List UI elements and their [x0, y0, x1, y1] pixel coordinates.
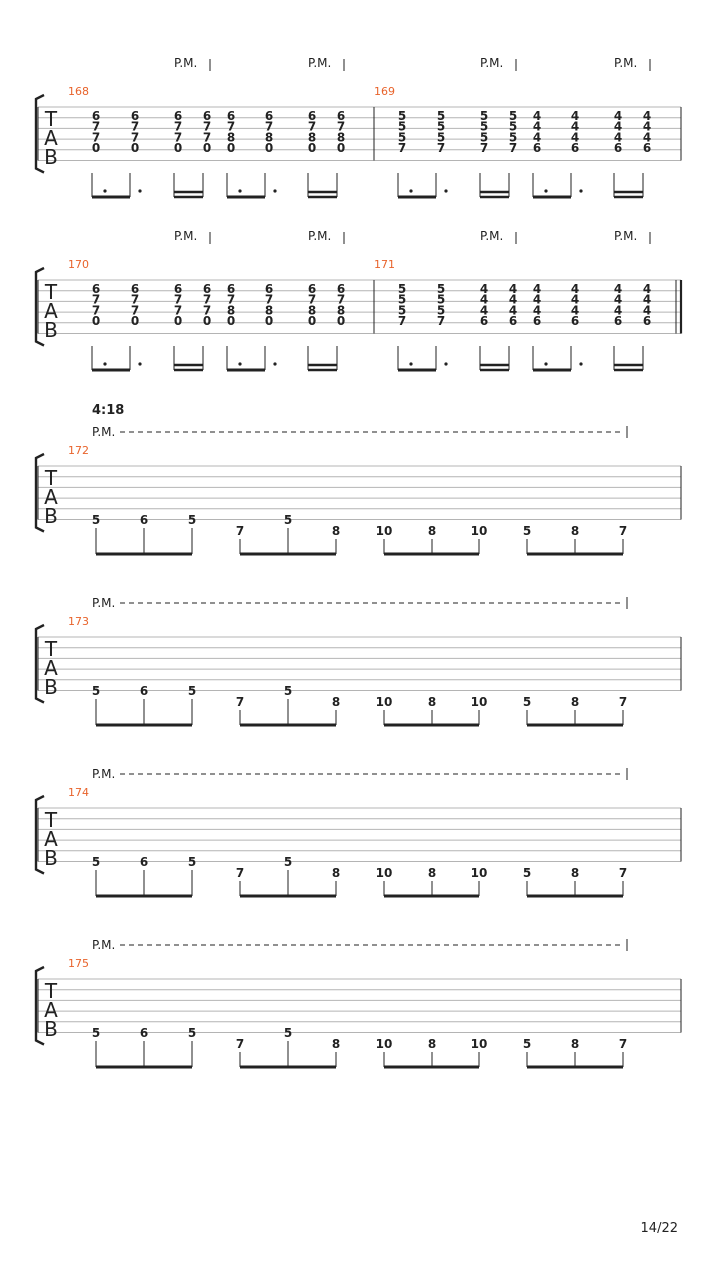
chord-fret-number: 6 [613, 141, 623, 156]
chord-fret-number: 8 [307, 130, 317, 145]
chord-fret-number: 4 [508, 292, 518, 307]
chord-fret-number: 0 [307, 141, 317, 156]
riff-fret-number: 5 [283, 684, 293, 698]
measure-number: 174 [68, 786, 89, 799]
chord-fret-number: 5 [397, 119, 407, 134]
chord-fret-number: 4 [570, 282, 580, 296]
chord-fret-number: 7 [130, 119, 140, 134]
chord-fret-number: 0 [173, 141, 183, 156]
chord-fret-number: 8 [226, 130, 236, 145]
chord-fret-number: 8 [264, 303, 274, 318]
chord-fret-number: 0 [336, 141, 346, 156]
chord-fret-number: 6 [336, 109, 346, 123]
riff-fret-number: 5 [187, 684, 197, 698]
chord-fret-number: 0 [130, 141, 140, 156]
chord-fret-number: 5 [436, 292, 446, 307]
chord-fret-number: 7 [173, 292, 183, 307]
riff-fret-number: 5 [522, 695, 532, 709]
chord-fret-number: 4 [532, 119, 542, 134]
riff-fret-number: 10 [375, 1037, 393, 1051]
measure-number: 170 [68, 258, 89, 271]
chord-fret-number: 7 [173, 130, 183, 145]
chord-fret-number: 6 [173, 109, 183, 123]
chord-fret-number: 8 [226, 303, 236, 318]
chord-fret-number: 4 [508, 303, 518, 318]
chord-fret-number: 4 [613, 282, 623, 296]
rhythm-dot [409, 189, 412, 192]
chord-fret-number: 5 [397, 303, 407, 318]
chord-fret-number: 6 [479, 314, 489, 329]
chord-fret-number: 7 [307, 292, 317, 307]
riff-fret-number: 8 [331, 1037, 341, 1051]
chord-fret-number: 0 [202, 314, 212, 329]
rhythm-dot [409, 362, 412, 365]
rhythm-dot [138, 189, 141, 192]
chord-fret-number: 5 [508, 130, 518, 145]
chord-fret-number: 7 [173, 303, 183, 318]
tab-clef-letter: T [44, 466, 58, 490]
chord-fret-number: 7 [264, 119, 274, 134]
tab-clef-letter: B [44, 504, 58, 528]
chord-fret-number: 0 [202, 141, 212, 156]
riff-fret-number: 7 [235, 866, 245, 880]
chord-fret-number: 4 [613, 303, 623, 318]
chord-fret-number: 6 [91, 282, 101, 296]
chord-fret-number: 7 [130, 303, 140, 318]
chord-fret-number: 5 [508, 109, 518, 123]
chord-fret-number: 8 [307, 303, 317, 318]
chord-fret-number: 0 [130, 314, 140, 329]
tab-clef-letter: T [44, 637, 58, 661]
chord-fret-number: 6 [264, 109, 274, 123]
rhythm-dot [579, 189, 582, 192]
chord-fret-number: 8 [336, 303, 346, 318]
chord-fret-number: 4 [642, 130, 652, 145]
riff-fret-number: 8 [427, 695, 437, 709]
tab-clef-letter: B [44, 675, 58, 699]
palm-mute-label: P.M. [614, 56, 638, 70]
measure-number: 172 [68, 444, 89, 457]
chord-fret-number: 7 [91, 119, 101, 134]
chord-fret-number: 6 [570, 314, 580, 329]
chord-fret-number: 4 [642, 292, 652, 307]
rhythm-dot [579, 362, 582, 365]
tab-clef-letter: T [44, 979, 58, 1003]
palm-mute-label: P.M. [92, 767, 116, 781]
tab-clef-letter: A [44, 998, 58, 1022]
riff-fret-number: 6 [139, 855, 149, 869]
chord-fret-number: 6 [173, 282, 183, 296]
rhythm-dot [273, 362, 276, 365]
riff-fret-number: 7 [618, 866, 628, 880]
riff-fret-number: 5 [522, 1037, 532, 1051]
riff-fret-number: 10 [470, 695, 488, 709]
tab-clef-letter: B [44, 318, 58, 342]
palm-mute-label: P.M. [92, 938, 116, 952]
palm-mute-label: P.M. [480, 229, 504, 243]
riff-fret-number: 5 [522, 866, 532, 880]
chord-fret-number: 6 [642, 141, 652, 156]
riff-fret-number: 5 [187, 855, 197, 869]
chord-fret-number: 7 [202, 292, 212, 307]
chord-fret-number: 4 [532, 303, 542, 318]
riff-fret-number: 10 [470, 524, 488, 538]
chord-fret-number: 5 [436, 109, 446, 123]
tab-clef-letter: B [44, 846, 58, 870]
riff-fret-number: 8 [331, 695, 341, 709]
chord-fret-number: 0 [91, 141, 101, 156]
riff-fret-number: 8 [427, 1037, 437, 1051]
chord-fret-number: 5 [397, 109, 407, 123]
tab-clef-letter: A [44, 656, 58, 680]
chord-fret-number: 4 [479, 282, 489, 296]
riff-fret-number: 5 [91, 684, 101, 698]
riff-fret-number: 5 [187, 513, 197, 527]
chord-fret-number: 6 [532, 141, 542, 156]
measure-number: 171 [374, 258, 395, 271]
chord-fret-number: 7 [397, 314, 407, 329]
riff-fret-number: 7 [235, 1037, 245, 1051]
chord-fret-number: 4 [532, 282, 542, 296]
riff-fret-number: 8 [570, 1037, 580, 1051]
palm-mute-label: P.M. [174, 56, 198, 70]
chord-fret-number: 7 [202, 130, 212, 145]
riff-fret-number: 10 [470, 1037, 488, 1051]
chord-fret-number: 7 [226, 119, 236, 134]
riff-fret-number: 7 [618, 1037, 628, 1051]
palm-mute-label: P.M. [174, 229, 198, 243]
rhythm-dot [544, 189, 547, 192]
chord-fret-number: 0 [264, 314, 274, 329]
tab-clef-letter: A [44, 299, 58, 323]
riff-fret-number: 6 [139, 684, 149, 698]
measure-number: 168 [68, 85, 89, 98]
riff-fret-number: 10 [375, 524, 393, 538]
tab-clef-letter: B [44, 1017, 58, 1041]
chord-fret-number: 6 [91, 109, 101, 123]
riff-fret-number: 8 [570, 524, 580, 538]
riff-fret-number: 5 [91, 855, 101, 869]
measure-number: 173 [68, 615, 89, 628]
chord-fret-number: 7 [307, 119, 317, 134]
chord-fret-number: 0 [307, 314, 317, 329]
chord-fret-number: 4 [570, 130, 580, 145]
chord-fret-number: 6 [508, 314, 518, 329]
chord-fret-number: 7 [264, 292, 274, 307]
rhythm-dot [238, 362, 241, 365]
rhythm-dot [103, 189, 106, 192]
chord-fret-number: 7 [436, 141, 446, 156]
palm-mute-label: P.M. [614, 229, 638, 243]
riff-fret-number: 7 [235, 524, 245, 538]
tab-clef-letter: T [44, 107, 58, 131]
chord-fret-number: 7 [479, 141, 489, 156]
chord-fret-number: 4 [570, 292, 580, 307]
riff-fret-number: 7 [618, 695, 628, 709]
chord-fret-number: 0 [264, 141, 274, 156]
chord-fret-number: 5 [397, 130, 407, 145]
chord-fret-number: 6 [307, 109, 317, 123]
chord-fret-number: 7 [91, 130, 101, 145]
chord-fret-number: 7 [130, 292, 140, 307]
chord-fret-number: 5 [479, 109, 489, 123]
chord-fret-number: 7 [202, 303, 212, 318]
chord-fret-number: 5 [436, 282, 446, 296]
chord-fret-number: 6 [307, 282, 317, 296]
chord-fret-number: 7 [173, 119, 183, 134]
rhythm-dot [544, 362, 547, 365]
chord-fret-number: 4 [613, 119, 623, 134]
chord-fret-number: 4 [570, 119, 580, 134]
chord-fret-number: 6 [570, 141, 580, 156]
riff-fret-number: 5 [283, 513, 293, 527]
chord-fret-number: 4 [570, 109, 580, 123]
tab-clef-letter: A [44, 485, 58, 509]
chord-fret-number: 4 [642, 109, 652, 123]
tab-clef-letter: B [44, 145, 58, 169]
chord-fret-number: 5 [436, 130, 446, 145]
palm-mute-label: P.M. [480, 56, 504, 70]
rhythm-dot [238, 189, 241, 192]
riff-fret-number: 10 [470, 866, 488, 880]
chord-fret-number: 7 [336, 292, 346, 307]
palm-mute-label: P.M. [308, 56, 332, 70]
chord-fret-number: 6 [613, 314, 623, 329]
riff-fret-number: 8 [331, 866, 341, 880]
chord-fret-number: 5 [508, 119, 518, 134]
chord-fret-number: 4 [532, 130, 542, 145]
palm-mute-label: P.M. [92, 425, 116, 439]
tab-clef-letter: T [44, 280, 58, 304]
chord-fret-number: 5 [397, 282, 407, 296]
riff-fret-number: 5 [187, 1026, 197, 1040]
chord-fret-number: 0 [226, 314, 236, 329]
chord-fret-number: 7 [91, 292, 101, 307]
chord-fret-number: 8 [336, 130, 346, 145]
rhythm-dot [103, 362, 106, 365]
chord-fret-number: 7 [226, 292, 236, 307]
palm-mute-label: P.M. [308, 229, 332, 243]
chord-fret-number: 6 [130, 109, 140, 123]
riff-fret-number: 6 [139, 1026, 149, 1040]
rhythm-dot [444, 189, 447, 192]
chord-fret-number: 4 [642, 119, 652, 134]
riff-fret-number: 7 [618, 524, 628, 538]
chord-fret-number: 6 [264, 282, 274, 296]
rhythm-dot [273, 189, 276, 192]
chord-fret-number: 4 [613, 130, 623, 145]
chord-fret-number: 7 [508, 141, 518, 156]
riff-fret-number: 5 [522, 524, 532, 538]
chord-fret-number: 4 [642, 282, 652, 296]
riff-fret-number: 5 [91, 1026, 101, 1040]
chord-fret-number: 5 [436, 119, 446, 134]
tab-clef-letter: T [44, 808, 58, 832]
chord-fret-number: 0 [336, 314, 346, 329]
chord-fret-number: 4 [613, 109, 623, 123]
chord-fret-number: 7 [336, 119, 346, 134]
chord-fret-number: 4 [642, 303, 652, 318]
chord-fret-number: 6 [226, 109, 236, 123]
chord-fret-number: 5 [436, 303, 446, 318]
chord-fret-number: 4 [570, 303, 580, 318]
tab-clef-letter: A [44, 827, 58, 851]
chord-fret-number: 0 [91, 314, 101, 329]
chord-fret-number: 5 [479, 130, 489, 145]
chord-fret-number: 5 [397, 292, 407, 307]
chord-fret-number: 0 [226, 141, 236, 156]
riff-fret-number: 10 [375, 866, 393, 880]
palm-mute-label: P.M. [92, 596, 116, 610]
riff-fret-number: 8 [570, 866, 580, 880]
chord-fret-number: 4 [479, 292, 489, 307]
riff-fret-number: 8 [427, 866, 437, 880]
chord-fret-number: 4 [479, 303, 489, 318]
riff-fret-number: 10 [375, 695, 393, 709]
chord-fret-number: 4 [532, 109, 542, 123]
riff-fret-number: 8 [331, 524, 341, 538]
chord-fret-number: 4 [613, 292, 623, 307]
chord-fret-number: 7 [130, 130, 140, 145]
rhythm-dot [444, 362, 447, 365]
riff-fret-number: 8 [570, 695, 580, 709]
chord-fret-number: 7 [91, 303, 101, 318]
riff-fret-number: 5 [283, 855, 293, 869]
chord-fret-number: 6 [226, 282, 236, 296]
chord-fret-number: 6 [130, 282, 140, 296]
chord-fret-number: 5 [479, 119, 489, 134]
riff-fret-number: 6 [139, 513, 149, 527]
measure-number: 175 [68, 957, 89, 970]
riff-fret-number: 5 [91, 513, 101, 527]
chord-fret-number: 0 [173, 314, 183, 329]
riff-fret-number: 8 [427, 524, 437, 538]
chord-fret-number: 7 [397, 141, 407, 156]
chord-fret-number: 4 [508, 282, 518, 296]
chord-fret-number: 7 [436, 314, 446, 329]
chord-fret-number: 6 [202, 109, 212, 123]
chord-fret-number: 6 [532, 314, 542, 329]
chord-fret-number: 6 [336, 282, 346, 296]
riff-fret-number: 7 [235, 695, 245, 709]
riff-fret-number: 5 [283, 1026, 293, 1040]
chord-fret-number: 8 [264, 130, 274, 145]
chord-fret-number: 7 [202, 119, 212, 134]
chord-fret-number: 6 [642, 314, 652, 329]
measure-number: 169 [374, 85, 395, 98]
tab-clef-letter: A [44, 126, 58, 150]
page-number: 14/22 [640, 1221, 678, 1236]
chord-fret-number: 4 [532, 292, 542, 307]
chord-fret-number: 6 [202, 282, 212, 296]
rhythm-dot [138, 362, 141, 365]
section-time-marker: 4:18 [92, 403, 125, 418]
